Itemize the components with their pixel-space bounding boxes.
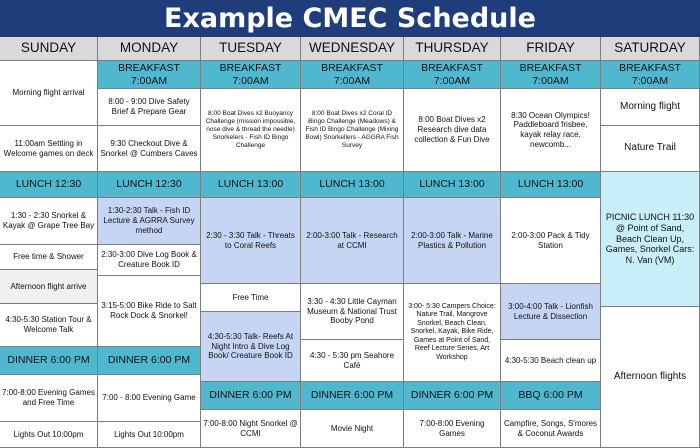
sunday-evening: 7:00-8:00 Evening Games and Free Time: [0, 375, 98, 422]
sunday-settling: 11:00am Settling in Welcome games on deck: [0, 126, 98, 172]
monday-dive-log: 2:30-3:00 Dive Log Book & Creature Book ID: [98, 245, 201, 276]
wednesday-breakfast: BREAKFAST 7:00AM: [301, 61, 404, 89]
friday-bbq: BBQ 6:00 PM: [501, 382, 601, 410]
friday-campfire: Campfire, Songs, S'mores & Coconut Awards: [501, 410, 601, 448]
page-title: Example CMEC Schedule: [0, 0, 700, 37]
monday-evening-game: 7:00 - 8:00 Evening Game: [98, 375, 201, 422]
header-wednesday: WEDNESDAY: [301, 37, 404, 61]
tuesday-talk-coral-reefs: 2:30 - 3:30 Talk - Threats to Coral Reefs: [201, 198, 301, 284]
sunday-dinner: DINNER 6:00 PM: [0, 347, 98, 375]
header-sunday: SUNDAY: [0, 37, 98, 61]
schedule-grid: [0, 37, 700, 448]
wednesday-museum: 3:30 - 4:30 Little Cayman Museum & National Trust Booby Pond: [301, 284, 404, 340]
friday-breakfast: BREAKFAST 7:00AM: [501, 61, 601, 89]
wednesday-lunch: LUNCH 13:00: [301, 172, 404, 198]
thursday-campers-choice: 3:00- 5:30 Campers Choice: Nature Trail, Mangrove Snorkel, Beach Clean, Snorkel, Kayak, Bike Ride, Games at Point of Sand, Reef Lecture Series, Art Workshop: [404, 284, 501, 382]
wednesday-boat-dives: 8:00 Boat Dives x2 Coral ID Bingo Challenge (Meadows) & Fish ID Bingo Challenge (Mixing Bowl) Snorkellers - AGGRA Fish Survey: [301, 89, 404, 172]
tuesday-dinner: DINNER 6:00 PM: [201, 382, 301, 410]
sunday-morning-flight: Morning flight arrival: [0, 61, 98, 126]
thursday-talk-plastics: 2:00-3:00 Talk - Marine Plastics & Pollution: [404, 198, 501, 284]
monday-breakfast: BREAKFAST 7:00AM: [98, 61, 201, 89]
thursday-boat-dives: 8:00 Boat Dives x2 Research dive data collection & Fun Dive: [404, 89, 501, 172]
monday-dinner: DINNER 6:00 PM: [98, 347, 201, 375]
wednesday-seahore-cafe: 4:30 - 5:30 pm Seahore Café: [301, 340, 404, 382]
header-monday: MONDAY: [98, 37, 201, 61]
sunday-lights-out: Lights Out 10:00pm: [0, 422, 98, 448]
saturday-breakfast: BREAKFAST 7:00AM: [601, 61, 700, 89]
friday-beach-clean: 4:30-5:30 Beach clean up: [501, 340, 601, 382]
monday-lunch: LUNCH 12:30: [98, 172, 201, 198]
thursday-breakfast: BREAKFAST 7:00AM: [404, 61, 501, 89]
tuesday-reefs-at-night-talk: 4:30-5:30 Talk- Reefs At Night Intro & Dive Log Book/ Creature Book ID: [201, 312, 301, 382]
sunday-snorkel: 1:30 - 2:30 Snorkel & Kayak @ Grape Tree Bay: [0, 198, 98, 245]
thursday-dinner: DINNER 6:00 PM: [404, 382, 501, 410]
sunday-station-tour: 4:30-5:30 Station Tour & Welcome Talk: [0, 304, 98, 347]
header-saturday: SATURDAY: [601, 37, 700, 61]
friday-pack-tidy: 2:00-3:00 Pack & Tidy Station: [501, 198, 601, 284]
tuesday-boat-dives: 8:00 Boat Dives x2 Buoyancy Challenge (mission impossible, nose dive & thread the needle) Snorkelers - Fish ID Bingo Challenge: [201, 89, 301, 172]
friday-lunch: LUNCH 13:00: [501, 172, 601, 198]
wednesday-talk-research: 2:00-3:00 Talk - Research at CCMI: [301, 198, 404, 284]
monday-checkout-dive: 9:30 Checkout Dive & Snorkel @ Cumbers Caves: [98, 126, 201, 172]
friday-lionfish-talk: 3:00-4:00 Talk - Lionfish Lecture & Dissection: [501, 284, 601, 340]
thursday-lunch: LUNCH 13:00: [404, 172, 501, 198]
header-friday: FRIDAY: [501, 37, 601, 61]
saturday-nature-trail: Nature Trail: [601, 126, 700, 172]
saturday-picnic-lunch: PICNIC LUNCH 11:30 @ Point of Sand, Beach Clean Up, Games, Snorkel Cars: N. Van (VM): [601, 172, 700, 307]
monday-lights-out: Lights Out 10:00pm: [98, 422, 201, 448]
tuesday-free-time: Free Time: [201, 284, 301, 312]
sunday-lunch: LUNCH 12:30: [0, 172, 98, 198]
monday-bike-ride: 3:15-5:00 Bike Ride to Salt Rock Dock & Snorkel!: [98, 276, 201, 347]
saturday-morning-flight: Morning flight: [601, 89, 700, 126]
header-tuesday: TUESDAY: [201, 37, 301, 61]
tuesday-night-snorkel: 7:00-8:00 Night Snorkel @ CCMI: [201, 410, 301, 448]
saturday-afternoon-flights: Afternoon flights: [601, 307, 700, 448]
friday-ocean-olympics: 8:30 Ocean Olympics! Paddleboard frisbee, kayak relay race, newcomb...: [501, 89, 601, 172]
tuesday-lunch: LUNCH 13:00: [201, 172, 301, 198]
tuesday-breakfast: BREAKFAST 7:00AM: [201, 61, 301, 89]
wednesday-movie-night: Movie Night: [301, 410, 404, 448]
wednesday-dinner: DINNER 6:00 PM: [301, 382, 404, 410]
sunday-free-time: Free time & Shower: [0, 245, 98, 270]
sunday-afternoon-flight: Afternoon flight arrive: [0, 270, 98, 304]
monday-dive-safety: 8:00 - 9:00 Dive Safety Brief & Prepare Gear: [98, 89, 201, 126]
header-thursday: THURSDAY: [404, 37, 501, 61]
monday-talk-fish-id: 1:30-2:30 Talk - Fish ID Lecture & AGRRA Survey method: [98, 198, 201, 245]
thursday-evening-games: 7:00-8:00 Evening Games: [404, 410, 501, 448]
